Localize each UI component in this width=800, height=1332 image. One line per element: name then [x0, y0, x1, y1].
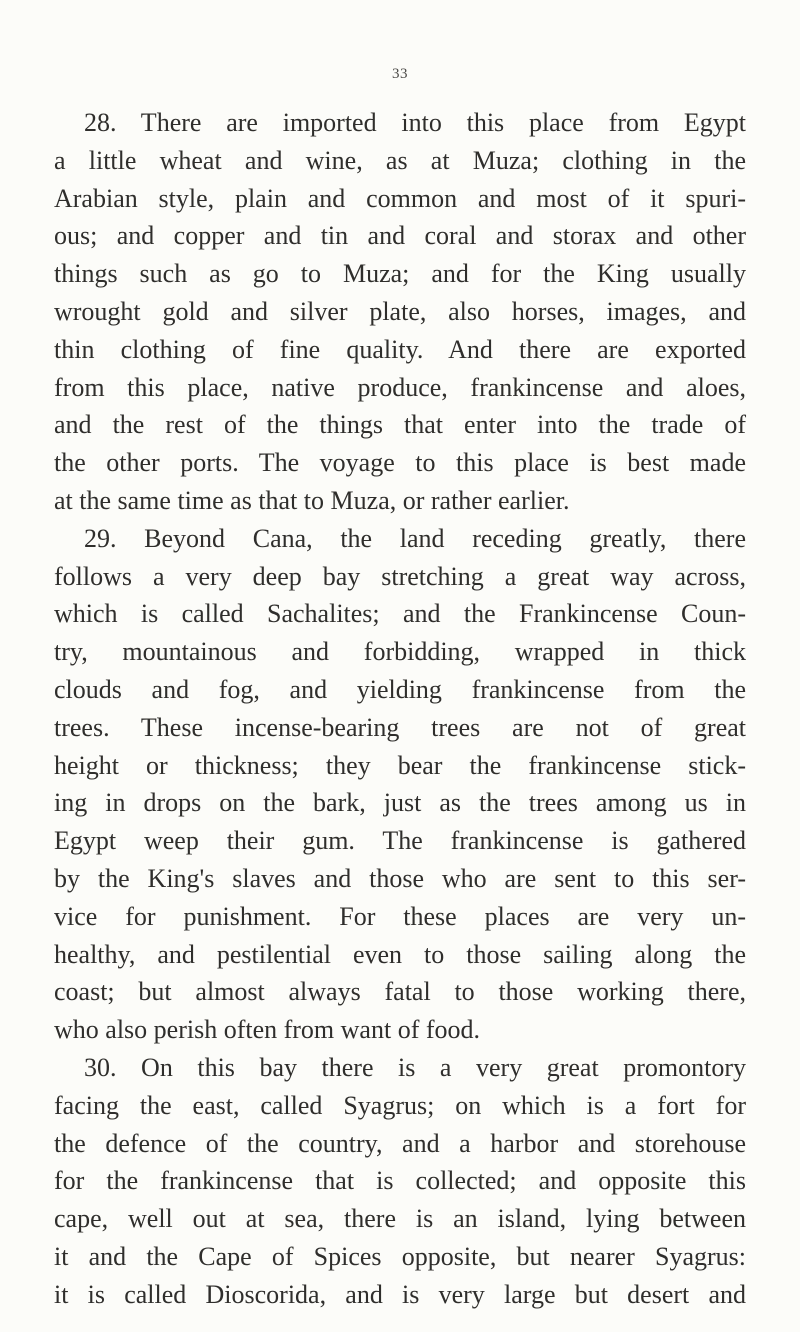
text-line: trees. These incense-bearing trees are not of great: [54, 712, 746, 742]
text-line: the defence of the country, and a harbor and storehouse: [54, 1128, 746, 1158]
text-line: thin clothing of fine quality. And there are exported: [54, 334, 746, 364]
text-line: follows a very deep bay stretching a great way across,: [54, 561, 746, 591]
text-line: height or thickness; they bear the frankincense stick-: [54, 750, 746, 780]
text-line: from this place, native produce, frankincense and aloes,: [54, 372, 746, 402]
text-line: which is called Sachalites; and the Frankincense Coun-: [54, 599, 746, 629]
text-line: who also perish often from want of food.: [54, 1015, 481, 1045]
body-text: [54, 104, 746, 1314]
text-line: at the same time as that to Muza, or rather earlier.: [54, 485, 570, 515]
text-line: ing in drops on the bark, just as the trees among us in: [54, 788, 746, 818]
text-line: for the frankincense that is collected; and opposite this: [54, 1166, 746, 1196]
text-line: 28. There are imported into this place from Egypt: [84, 108, 746, 137]
text-line: 29. Beyond Cana, the land receding greatly, there: [84, 523, 746, 553]
text-line: a little wheat and wine, as at Muza; clothing in the: [54, 145, 746, 175]
text-line: by the King's slaves and those who are sent to this ser-: [54, 863, 746, 893]
text-line: facing the east, called Syagrus; on which is a fort for: [54, 1090, 746, 1120]
text-line: coast; but almost always fatal to those working there,: [54, 977, 746, 1007]
text-line: cape, well out at sea, there is an island, lying between: [54, 1204, 746, 1234]
text-line: clouds and fog, and yielding frankincense from the: [54, 674, 746, 704]
text-line: Egypt weep their gum. The frankincense is gathered: [54, 826, 746, 856]
text-line: it is called Dioscorida, and is very large but desert and: [54, 1279, 746, 1309]
text-line: healthy, and pestilential even to those sailing along the: [54, 939, 746, 969]
text-line: things such as go to Muza; and for the King usually: [54, 259, 746, 289]
text-line: and the rest of the things that enter into the trade of: [54, 410, 746, 440]
text-line: try, mountainous and forbidding, wrapped in thick: [54, 637, 746, 667]
text-line: wrought gold and silver plate, also horses, images, and: [54, 296, 746, 326]
page-number: 33: [392, 66, 408, 82]
text-line: the other ports. The voyage to this place is best made: [54, 448, 746, 478]
text-line: Arabian style, plain and common and most of it spuri-: [54, 183, 746, 213]
text-line: 30. On this bay there is a very great promontory: [84, 1052, 746, 1082]
text-line: vice for punishment. For these places are very un-: [54, 901, 746, 931]
text-line: ous; and copper and tin and coral and storax and other: [54, 221, 746, 251]
text-line: it and the Cape of Spices opposite, but nearer Syagrus:: [54, 1241, 746, 1271]
